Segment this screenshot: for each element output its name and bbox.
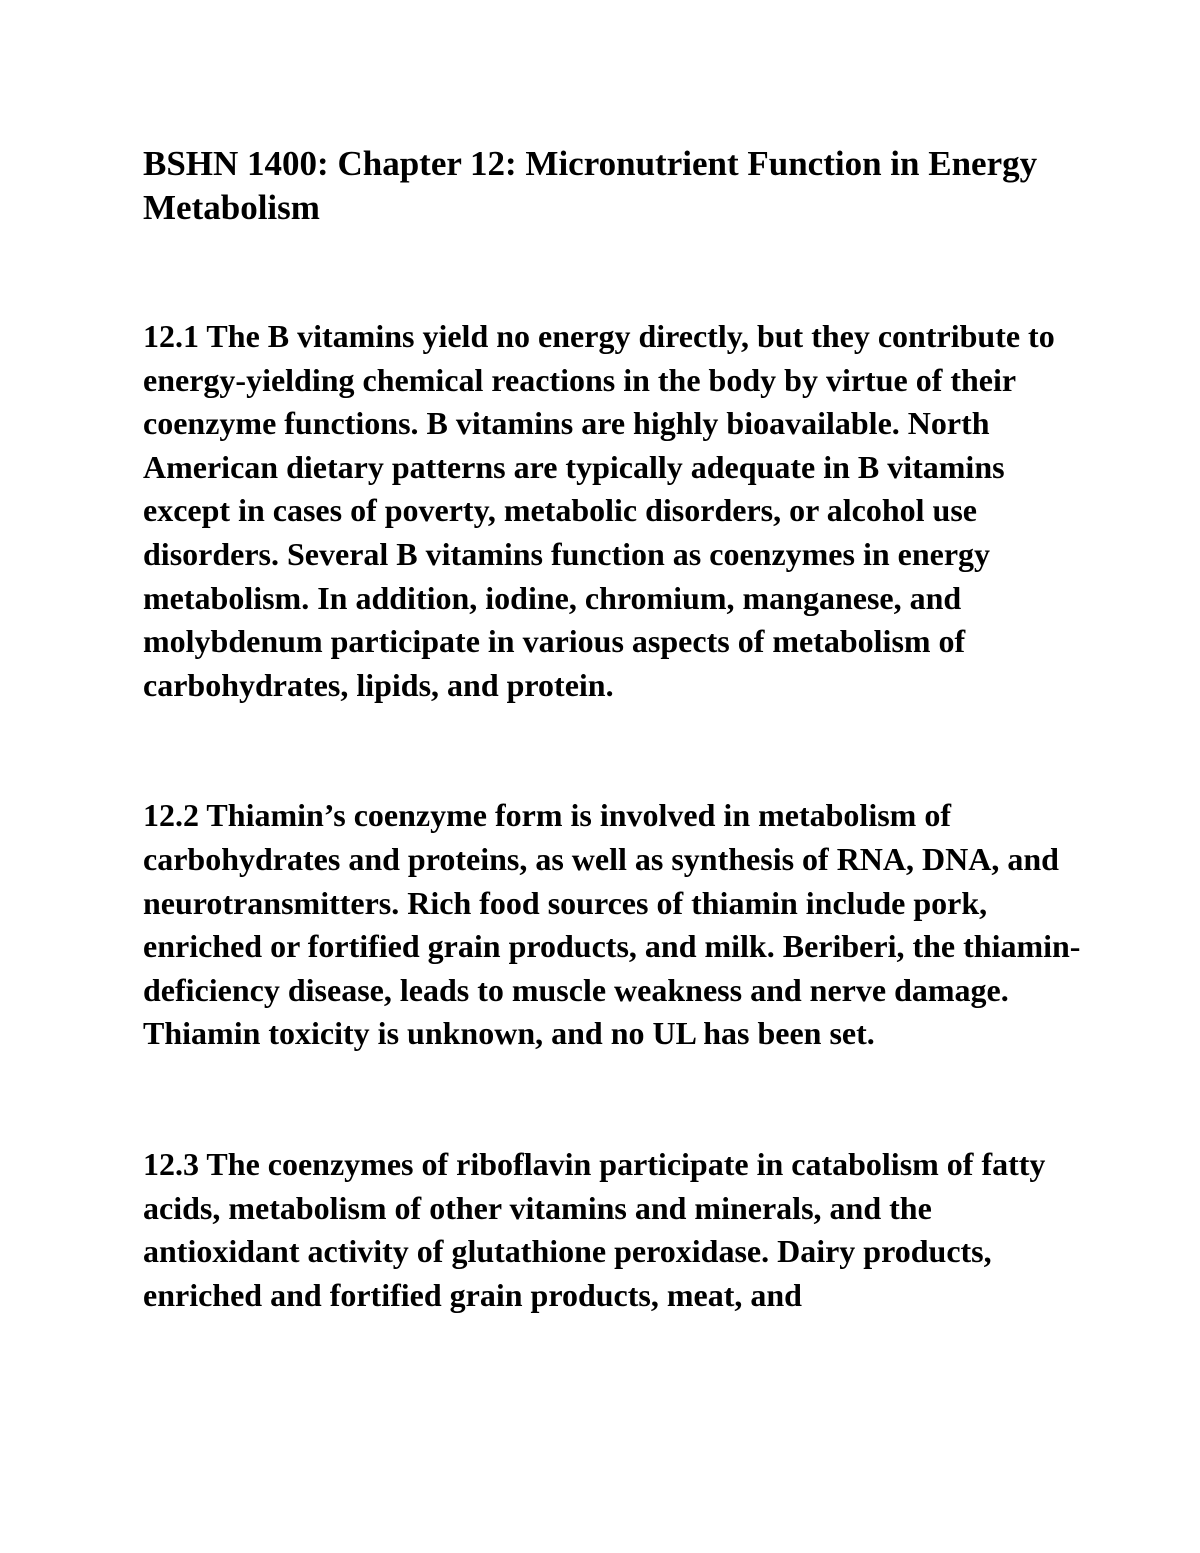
document-page: [143, 142, 1083, 1317]
section-12-2: 12.2 Thiamin’s coenzyme form is involved in metabolism of carbohydrates and proteins, as well as synthesis of RNA, DNA, and neurotransmitters. Rich food sources of thiamin include pork, enriched or fortified grain products, and milk. Beriberi, the thiamin-deficiency disease, leads to muscle weakness and nerve damage. Thiamin toxicity is unknown, and no UL has been set.: [143, 797, 1081, 1052]
section-12-3: 12.3 The coenzymes of riboflavin participate in catabolism of fatty acids, metabolism of other vitamins and minerals, and the antioxidant activity of glutathione peroxidase. Dairy products, enriched and fortified grain products, meat, and: [143, 1145, 1046, 1313]
section-12-1: 12.1 The B vitamins yield no energy directly, but they contribute to energy-yielding chemical reactions in the body by virtue of their coenzyme functions. B vitamins are highly bioavailable. North American dietary patterns are typically adequate in B vitamins except in cases of poverty, metabolic disorders, or alcohol use disorders. Several B vitamins function as coenzymes in energy metabolism. In addition, iodine, chromium, manganese, and molybdenum participate in various aspects of metabolism of carbohydrates, lipids, and protein.: [143, 318, 1055, 703]
document-title: BSHN 1400: Chapter 12: Micronutrient Function in Energy Metabolism: [143, 144, 1038, 227]
